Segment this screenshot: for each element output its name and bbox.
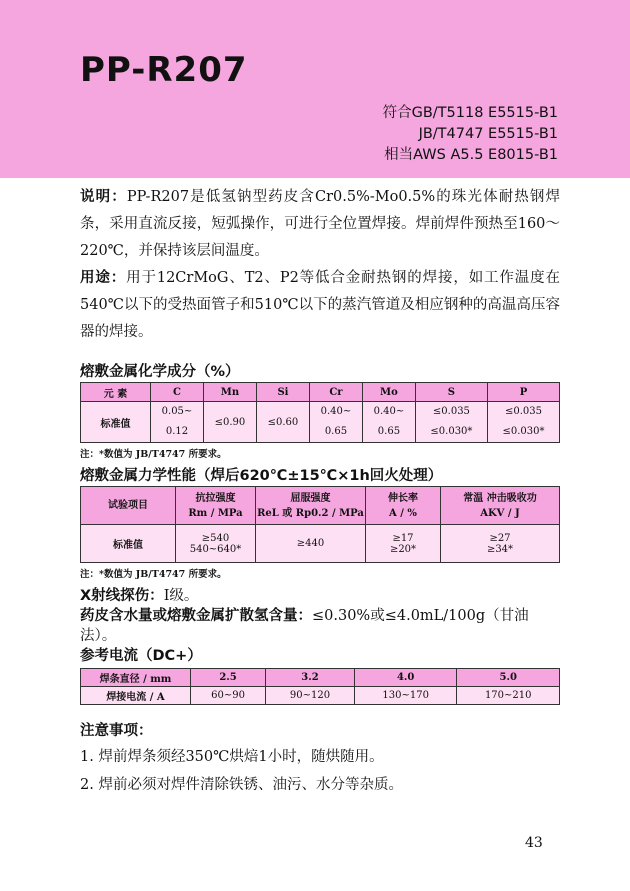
header-cell: Mo <box>362 383 415 402</box>
usage-label: 用途： <box>80 270 127 286</box>
value-line: ≤0.035 <box>504 406 542 417</box>
header-cell: S <box>415 383 487 402</box>
header-line: 常温 冲击吸收功 <box>463 492 537 504</box>
value-line: 0.12 <box>165 426 189 437</box>
standards-block <box>383 103 558 166</box>
value-cell-s <box>415 402 487 443</box>
page-number: 43 <box>525 835 543 851</box>
header-cell <box>176 487 256 525</box>
moisture-value: ≤0.30%或≤4.0mL/100g（甘油法）。 <box>80 608 529 644</box>
value-cell-mo <box>362 402 415 443</box>
value-line: ≥17 <box>392 532 414 544</box>
current-cell: 60~90 <box>191 687 266 705</box>
description-text: PP-R207是低氢钠型药皮含Cr0.5%-Mo0.5%的珠光体耐热钢焊条，采用直流反接，短弧操作，可进行全位置焊接。焊前焊件预热至160～220℃，并保持该层间温度。 <box>80 189 561 259</box>
mechanical-title: 熔敷金属力学性能（焊后620℃±15℃×1h回火处理） <box>80 468 443 484</box>
description-paragraph <box>80 184 560 265</box>
value-line: 0.05~ <box>161 406 193 417</box>
value-line: ≥34* <box>486 543 514 555</box>
value-cell-c <box>151 402 204 443</box>
header-line: Rm / MPa <box>188 507 243 519</box>
value-line: ≥540 <box>201 532 230 544</box>
value-line: ≤0.030* <box>502 426 545 437</box>
header-banner <box>0 0 630 178</box>
description-label: 说明： <box>80 189 127 205</box>
header-cell: C <box>151 383 204 402</box>
header-line: 屈服强度 <box>290 492 331 504</box>
row-label: 标准值 <box>81 402 151 443</box>
diameter-cell: 3.2 <box>266 669 355 687</box>
main-content <box>80 184 560 799</box>
header-cell: 元 素 <box>81 383 151 402</box>
header-cell: 试验项目 <box>81 487 176 525</box>
header-cell: Mn <box>203 383 256 402</box>
current-cell: 170~210 <box>457 687 560 705</box>
mechanical-note: 注：*数值为 JB/T4747 所要求。 <box>80 569 227 580</box>
current-title: 参考电流（DC+） <box>80 648 202 664</box>
table-row <box>81 525 560 563</box>
chemical-table <box>80 382 560 443</box>
header-cell <box>366 487 441 525</box>
value-cell-yield: ≥440 <box>256 525 366 563</box>
value-line: 0.65 <box>377 426 401 437</box>
usage-paragraph <box>80 265 560 346</box>
value-cell-cr <box>309 402 362 443</box>
value-line: ≤0.030* <box>430 426 473 437</box>
mechanical-table <box>80 486 560 563</box>
table-row <box>81 487 560 525</box>
row-label: 焊条直径 / mm <box>81 669 191 687</box>
value-line: 540~640* <box>189 543 242 555</box>
moisture-label: 药皮含水量或熔敷金属扩散氢含量： <box>80 608 312 624</box>
list-item: 2. 焊前必须对焊件清除铁锈、油污、水分等杂质。 <box>80 777 403 793</box>
header-cell: Si <box>256 383 309 402</box>
value-cell-impact <box>441 525 560 563</box>
notes-title: 注意事项： <box>80 723 153 739</box>
standard-aws: 相当AWS A5.5 E8015-B1 <box>384 147 558 163</box>
chemical-note: 注：*数值为 JB/T4747 所要求。 <box>80 449 227 460</box>
value-line: 0.65 <box>324 426 348 437</box>
value-cell-elongation <box>366 525 441 563</box>
standard-gb: 符合GB/T5118 E5515-B1 <box>382 105 558 121</box>
header-line: 伸长率 <box>388 492 418 504</box>
table-row <box>81 383 560 402</box>
value-line: ≤0.035 <box>432 406 470 417</box>
value-line: 0.40~ <box>373 406 405 417</box>
standard-jb: JB/T4747 E5515-B1 <box>418 126 558 142</box>
table-row <box>81 687 560 705</box>
row-label: 标准值 <box>81 525 176 563</box>
xray-label: X射线探伤： <box>80 588 164 604</box>
header-line: 抗拉强度 <box>195 492 236 504</box>
value-cell-si: ≤0.60 <box>256 402 309 443</box>
current-table <box>80 668 560 705</box>
xray-value: Ⅰ级。 <box>163 588 199 604</box>
table-row <box>81 669 560 687</box>
value-line: ≥20* <box>389 543 417 555</box>
current-cell: 130~170 <box>354 687 457 705</box>
header-cell: P <box>487 383 559 402</box>
xray-line <box>80 586 560 606</box>
list-item: 1. 焊前焊条须经350℃烘焙1小时，随烘随用。 <box>80 749 384 765</box>
page-title: PP-R207 <box>80 50 248 90</box>
value-cell-tensile <box>176 525 256 563</box>
row-label: 焊接电流 / A <box>81 687 191 705</box>
value-line: 0.40~ <box>320 406 352 417</box>
header-cell <box>441 487 560 525</box>
header-line: ReL 或 Rp0.2 / MPa <box>257 507 364 519</box>
header-cell: Cr <box>309 383 362 402</box>
header-line: A / % <box>389 507 417 519</box>
diameter-cell: 2.5 <box>191 669 266 687</box>
value-line: ≥27 <box>489 532 511 544</box>
usage-text: 用于12CrMoG、T2、P2等低合金耐热钢的焊接，如工作温度在540℃以下的受热面管子和510℃以下的蒸汽管道及相应钢种的高温高压容器的焊接。 <box>80 270 561 340</box>
diameter-cell: 5.0 <box>457 669 560 687</box>
header-cell <box>256 487 366 525</box>
diameter-cell: 4.0 <box>354 669 457 687</box>
header-line: AKV / J <box>480 507 520 519</box>
current-cell: 90~120 <box>266 687 355 705</box>
value-cell-p <box>487 402 559 443</box>
chemical-title: 熔敷金属化学成分（%） <box>80 364 240 380</box>
value-cell-mn: ≤0.90 <box>203 402 256 443</box>
table-row <box>81 402 560 443</box>
moisture-line <box>80 606 560 646</box>
